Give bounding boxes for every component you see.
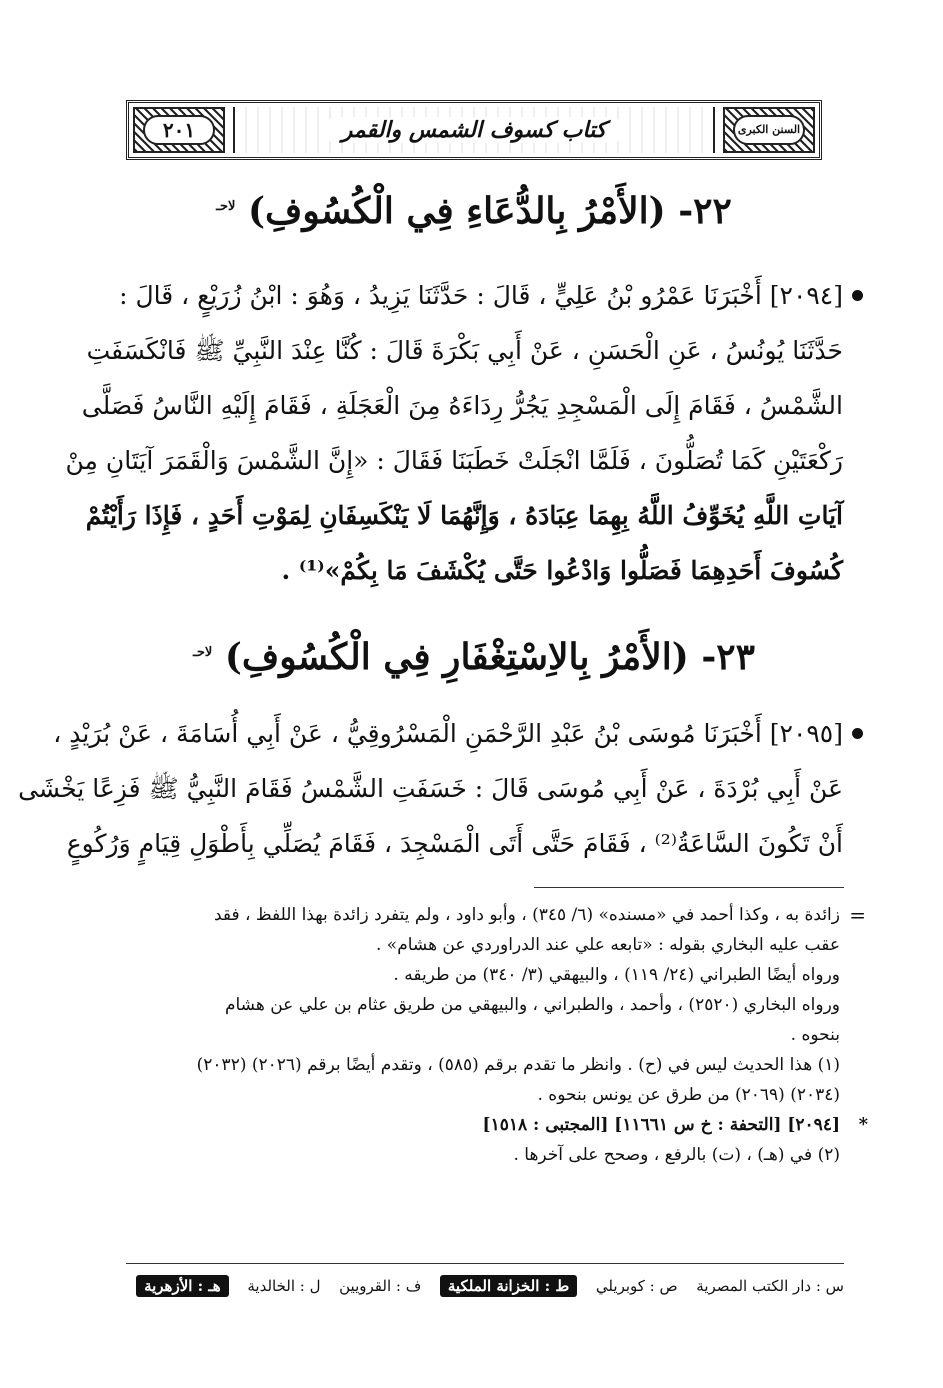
- page-number: ٢٠١: [143, 115, 215, 145]
- book-title: كتاب كسوف الشمس والقمر: [324, 117, 624, 143]
- page-header: [126, 100, 822, 160]
- manuscript-mark: لاحـ: [216, 199, 236, 214]
- key-item: ل : الخالدية: [247, 1277, 321, 1295]
- chapter-heading-text: ٢٣- (الأَمْرُ بِالاِسْتِغْفَارِ فِي الْكُسُوفِ): [224, 636, 755, 678]
- text-line: حَدَّثَنَا يُونُسُ ، عَنِ الْحَسَنِ ، عَنْ أَبِي بَكْرَةَ قَالَ : كُنَّا عِنْدَ النَّبِيِّ ﷺ فَانْكَسَفَتِ: [86, 336, 843, 365]
- key-item-boxed: هـ : الأزهرية: [136, 1275, 229, 1297]
- footnote-line: (٢) في (هـ) ، (ت) بالرفع ، وصحح على آخرها .: [513, 1145, 840, 1165]
- header-title-band: [233, 107, 715, 153]
- reference-text: [٢٠٩٤] [التحفة : خ س ١١٦٦١] [المجتبى : ١٥١٨]: [482, 1115, 840, 1135]
- text-line: [٢٠٩٤] أَخْبَرَنَا عَمْرُو بْنُ عَلِيٍّ ، قَالَ : حَدَّثَنَا يَزِيدُ ، وَهُوَ : ابْنُ زُرَيْعٍ ، قَالَ :: [119, 281, 843, 310]
- bullet-icon: [852, 728, 863, 739]
- hadith-2095: [18, 706, 843, 871]
- footnotes: [120, 900, 868, 1170]
- key-item-boxed: ط : الخزانة الملكية: [440, 1275, 577, 1297]
- footnote-divider: [534, 887, 844, 888]
- key-item: س : دار الكتب المصرية: [696, 1277, 844, 1295]
- star-marker: *: [858, 1114, 868, 1135]
- footnote-line: (٢٠٣٤) (٢٠٦٩) من طرق عن يونس بنحوه .: [537, 1085, 840, 1105]
- key-item: ف : القرويين: [339, 1277, 422, 1295]
- reference-line: [120, 1110, 868, 1140]
- text-line: الشَّمْسُ ، فَقَامَ إِلَى الْمَسْجِدِ يَجُرُّ رِدَاءَهُ مِنَ الْعَجَلَةِ ، فَقَامَ إِلَيْهِ النَّاسُ فَصَلَّى: [81, 391, 843, 420]
- chapter-heading-22: [126, 190, 822, 232]
- text-line: كُسُوفَ أَحَدِهِمَا فَصَلُّوا وَادْعُوا حَتَّى يُكْشَفَ مَا بِكُمْ»⁽¹⁾ .: [281, 556, 843, 585]
- page-number-ornament: [133, 107, 225, 153]
- footnote-line: بنحوه .: [790, 1025, 840, 1045]
- chapter-heading-23: [126, 636, 822, 678]
- chapter-heading-text: ٢٢- (الأَمْرُ بِالدُّعَاءِ فِي الْكُسُوفِ): [247, 190, 732, 232]
- key-item: ص : كوبريلي: [595, 1277, 678, 1295]
- footnote-line: (١) هذا الحديث ليس في (ح) . وانظر ما تقدم برقم (٥٨٥) ، وتقدم أيضًا برقم (٢٠٢٦) (٢٠٣٢): [196, 1055, 840, 1075]
- key-divider: [126, 1263, 844, 1264]
- text-line: أَنْ تَكُونَ السَّاعَةُ⁽²⁾ ، فَقَامَ حَتَّى أَتَى الْمَسْجِدَ ، فَقَامَ يُصَلِّي بِأَطْوَلِ قِيَامٍ وَرُكُوعٍ: [66, 829, 843, 858]
- footnote-line: ورواه البخاري (٢٥٢٠) ، وأحمد ، والطبراني ، والبيهقي من طريق عثام بن علي عن هشام: [224, 995, 840, 1015]
- manuscript-mark: لاحـ: [193, 645, 213, 660]
- collection-emblem-text: السنن الكبرى: [733, 115, 805, 145]
- text-line: رَكْعَتَيْنِ كَمَا تُصَلُّونَ ، فَلَمَّا انْجَلَتْ خَطَبَنَا فَقَالَ : «إِنَّ الشَّمْسَ وَالْقَمَرَ آيَتَانِ مِنْ: [65, 446, 843, 475]
- bullet-icon: [852, 290, 863, 301]
- text-line: [٢٠٩٥] أَخْبَرَنَا مُوسَى بْنُ عَبْدِ الرَّحْمَنِ الْمَسْرُوقِيُّ ، عَنْ أَبِي أُسَامَةَ ، عَنْ بُرَيْدٍ ،: [53, 719, 843, 748]
- collection-emblem: [723, 107, 815, 153]
- manuscript-key: [136, 1272, 844, 1300]
- footnote-line: ورواه أيضًا الطبراني (٢٤/ ١١٩) ، والبيهقي (٣/ ٣٤٠) من طريقه .: [393, 965, 840, 985]
- footnote-line: زائدة به ، وكذا أحمد في «مسنده» (٦/ ٣٤٥) ، وأبو داود ، ولم يتفرد زائدة بهذا اللفظ ، فقد: [213, 905, 840, 925]
- footnote-line: عقب عليه البخاري بقوله : «تابعه علي عند الدراوردي عن هشام» .: [375, 935, 840, 955]
- text-line: عَنْ أَبِي بُرْدَةَ ، عَنْ أَبِي مُوسَى قَالَ : خَسَفَتِ الشَّمْسُ فَقَامَ النَّبِيُّ ﷺ فَزِعًا يَخْشَى: [18, 774, 843, 803]
- hadith-2094: [65, 268, 843, 598]
- text-line: آيَاتِ اللَّهِ يُخَوِّفُ اللَّهُ بِهِمَا عِبَادَهُ ، وَإِنَّهُمَا لَا يَنْكَسِفَانِ لِمَوْتِ أَحَدٍ ، فَإِذَا رَأَيْتُمْ: [85, 501, 843, 530]
- continuation-marker: =: [849, 903, 866, 927]
